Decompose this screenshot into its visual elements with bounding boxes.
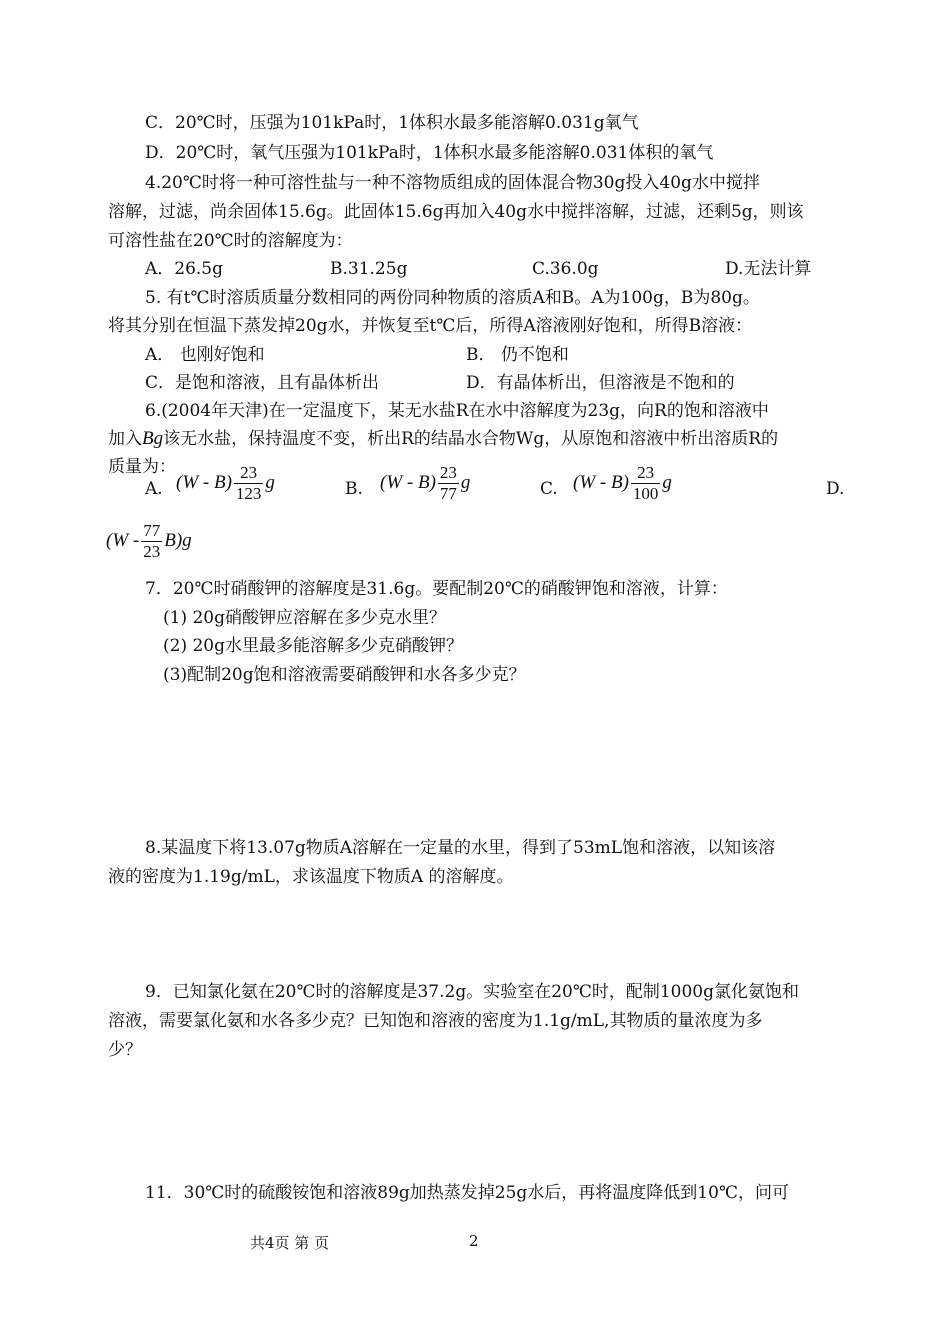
q11-line-1: 11．30℃时的硫酸铵饱和溶液89g加热蒸发掉25g水后，再将温度降低到10℃，问可 xyxy=(145,1183,789,1203)
q5-option-d: D．有晶体析出，但溶液是不饱和的 xyxy=(466,373,735,393)
q6-option-c-label: C. xyxy=(540,479,558,499)
q6-b-unit: g xyxy=(460,471,471,493)
q9-line-1: 9．已知氯化氨在20℃时的溶解度是37.2g。实验室在20℃时，配制1000g氯化氨饱和 xyxy=(145,982,799,1002)
q6-option-a-label: A. xyxy=(145,479,163,499)
q7-part-1: (1) 20g硝酸钾应溶解在多少克水里？ xyxy=(163,608,446,628)
q6-line-3: 质量为： xyxy=(108,457,176,477)
q5-option-a: A． 也刚好饱和 xyxy=(145,345,265,365)
q3-option-d: D．20℃时，氧气压强为101kPa时，1体积水最多能溶解0.031体积的氧气 xyxy=(145,143,714,163)
q6-d-numerator: 77 xyxy=(143,521,161,540)
q6-option-d-formula xyxy=(106,521,192,562)
q6-b-fraction xyxy=(438,463,459,504)
q4-option-a: A．26.5g xyxy=(145,259,224,279)
footer-page-count: 共4页 第 页 xyxy=(250,1234,330,1252)
q4-line-1: 4.20℃时将一种可溶性盐与一种不溶物质组成的固体混合物30g投入40g水中搅拌 xyxy=(145,173,760,193)
q5-option-c: C．是饱和溶液，且有晶体析出 xyxy=(145,373,380,393)
q4-option-c: C.36.0g xyxy=(532,259,599,279)
q4-option-b: B.31.25g xyxy=(330,259,408,279)
q4-line-2: 溶解，过滤，尚余固体15.6g。此固体15.6g再加入40g水中搅拌溶解，过滤，还剩5g，则该 xyxy=(108,202,804,222)
q6-option-a-formula xyxy=(176,463,275,504)
q7-part-3: (3)配制20g饱和溶液需要硝酸钾和水各多少克？ xyxy=(163,665,526,685)
q6-option-b-label: B. xyxy=(345,479,363,499)
q6-b-denominator: 77 xyxy=(439,484,457,503)
q7-line-1: 7．20℃时硝酸钾的溶解度是31.6g。要配制20℃的硝酸钾饱和溶液，计算： xyxy=(145,579,728,599)
q6-d-denominator: 23 xyxy=(143,542,161,561)
q4-line-3: 可溶性盐在20℃时的溶解度为： xyxy=(108,231,353,251)
q6-line-2-rest: 该无水盐，保持温度不变，析出R的结晶水合物Wg，从原饱和溶液中析出溶质R的 xyxy=(163,429,779,449)
q6-a-denominator: 123 xyxy=(235,484,262,503)
q6-a-unit: g xyxy=(265,471,275,493)
q6-d-fraction xyxy=(141,521,162,562)
q6-b-prefix: (W - B) xyxy=(380,471,436,493)
q5-line-1: 5. 有t℃时溶质质量分数相同的两份同种物质的溶质A和B。A为100g，B为80g。 xyxy=(145,288,760,308)
q6-option-d-label: D. xyxy=(826,479,845,499)
q6-c-denominator: 100 xyxy=(632,484,659,503)
q6-b-numerator: 23 xyxy=(439,463,457,482)
q6-line-1: 6.(2004年天津)在一定温度下，某无水盐R在水中溶解度为23g，向R的饱和溶液中 xyxy=(145,401,769,421)
q5-line-2: 将其分别在恒温下蒸发掉20g水，并恢复至t℃后，所得A溶液刚好饱和，所得B溶液： xyxy=(108,316,753,336)
q9-line-3: 少？ xyxy=(108,1040,142,1060)
q8-line-1: 8.某温度下将13.07g物质A溶解在一定量的水里，得到了53mL饱和溶液，以知该溶 xyxy=(145,838,776,858)
footer-page-number: 2 xyxy=(469,1232,479,1250)
q6-d-suffix: B)g xyxy=(164,529,192,551)
q6-c-prefix: (W - B) xyxy=(573,471,629,493)
q8-line-2: 液的密度为1.19g/mL，求该温度下物质A 的溶解度。 xyxy=(108,867,514,887)
q9-line-2: 溶液，需要氯化氨和水各多少克？已知饱和溶液的密度为1.1g/mL,其物质的量浓度为多 xyxy=(108,1011,763,1031)
q6-bg-symbol: Bg xyxy=(142,428,164,449)
q6-option-c-formula xyxy=(573,463,672,504)
q3-option-c: C．20℃时，压强为101kPa时，1体积水最多能溶解0.031g氧气 xyxy=(145,113,639,133)
q6-option-b-formula xyxy=(380,463,470,504)
q7-part-2: (2) 20g水里最多能溶解多少克硝酸钾？ xyxy=(163,636,463,656)
q6-c-fraction xyxy=(631,463,661,504)
q4-option-d: D.无法计算 xyxy=(725,259,812,279)
q6-c-numerator: 23 xyxy=(637,463,655,482)
q6-a-numerator: 23 xyxy=(240,463,258,482)
q6-a-fraction xyxy=(234,463,264,504)
q6-line-2-start: 加入 xyxy=(108,429,142,449)
q6-line-2 xyxy=(108,427,778,451)
q6-c-unit: g xyxy=(662,471,672,493)
q6-d-prefix: (W - xyxy=(106,529,140,551)
q6-a-prefix: (W - B) xyxy=(176,471,232,493)
q5-option-b: B． 仍不饱和 xyxy=(466,345,569,365)
